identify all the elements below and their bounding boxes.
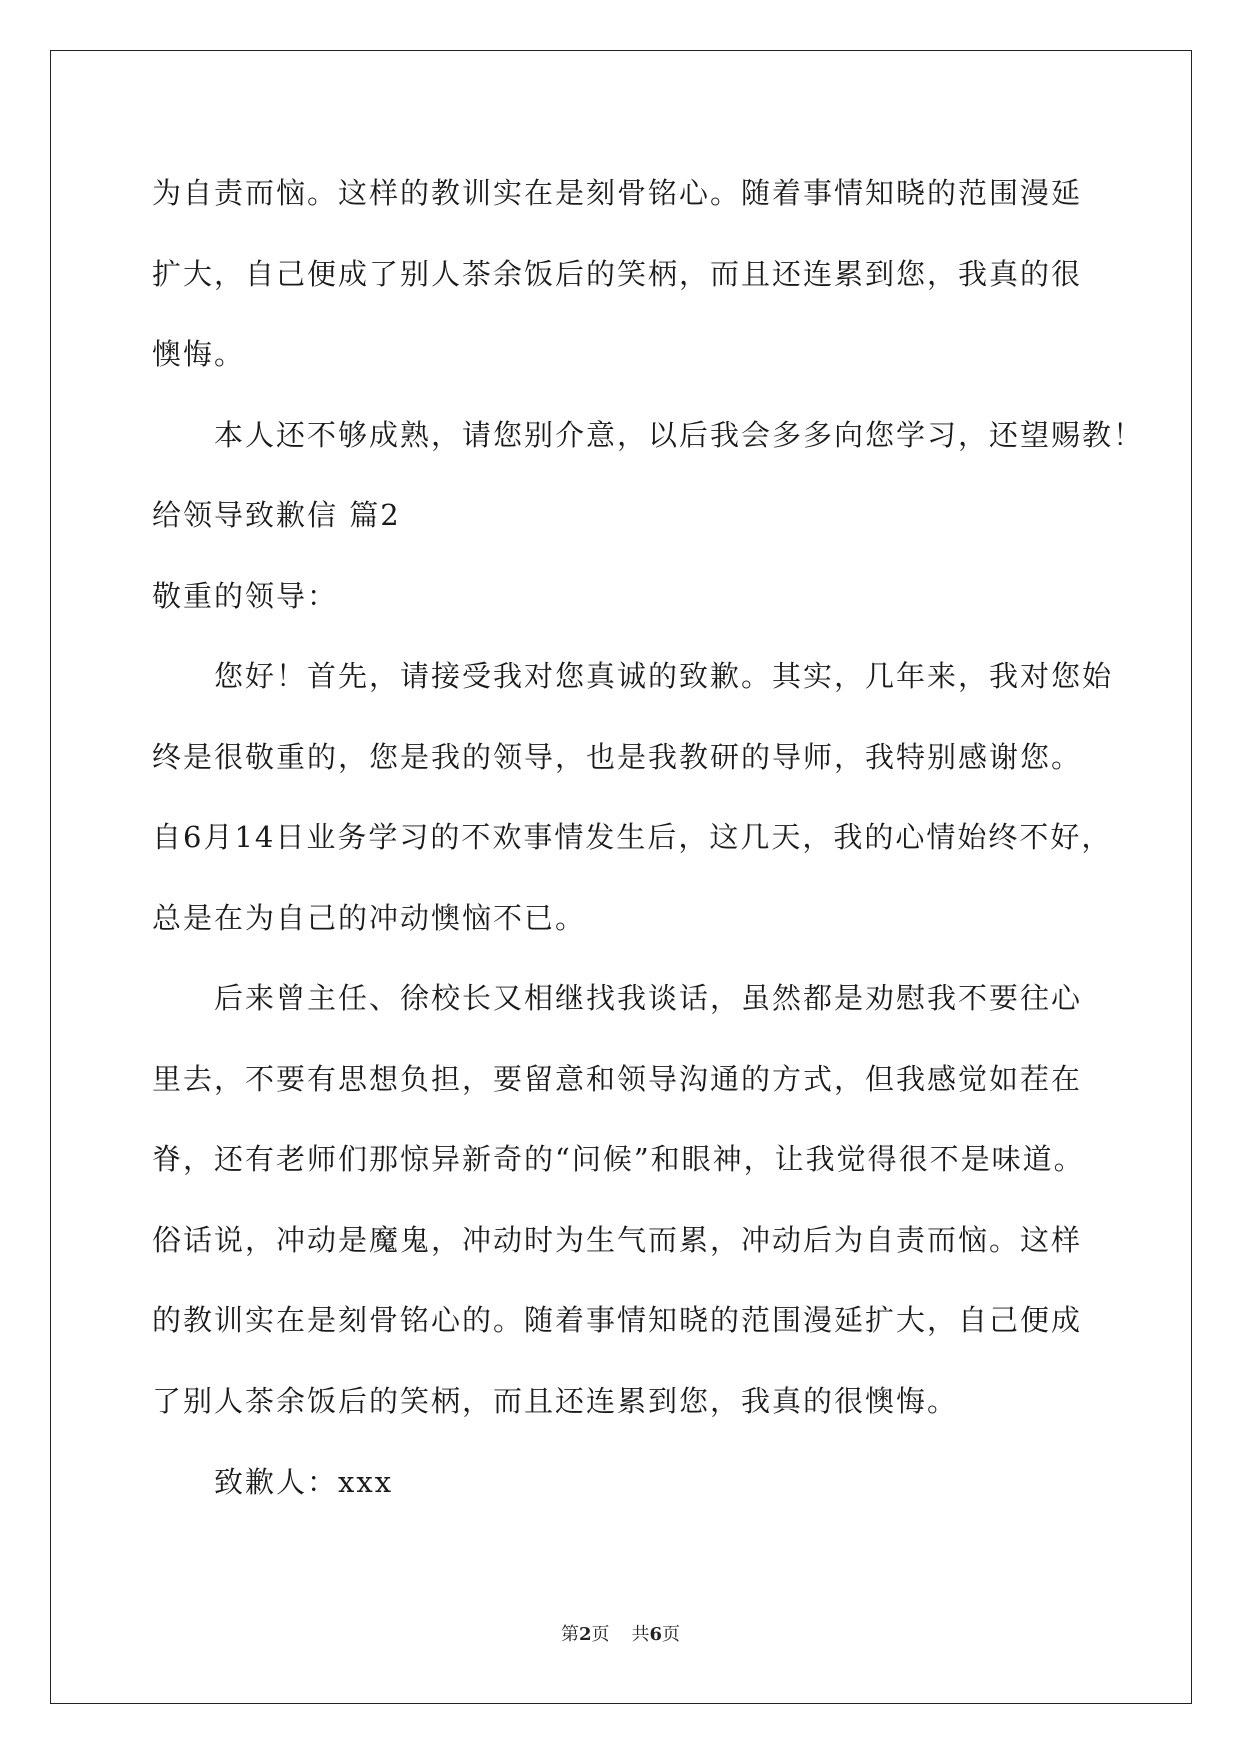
page-suffix: 页 [591,1624,610,1645]
text-line: 扩大，自己便成了别人茶余饭后的笑柄，而且还连累到您，我真的很 [152,257,1083,291]
total-prefix: 共 [631,1624,650,1645]
salutation: 敬重的领导： [152,579,339,613]
text-line: 了别人茶余饭后的笑柄，而且还连累到您，我真的很懊悔。 [152,1384,959,1418]
total-suffix: 页 [662,1624,681,1645]
page-footer [0,1623,1241,1647]
section-heading: 给领导致歉信 篇2 [152,498,401,532]
paragraph-start: 后来曾主任、徐校长又相继找我谈话，虽然都是劝慰我不要往心 [214,981,1083,1015]
text-line: 终是很敬重的，您是我的领导，也是我教研的导师，我特别感谢您。 [152,740,1083,774]
paragraph-start: 您好！首先，请接受我对您真诚的致歉。其实，几年来，我对您始 [214,659,1114,693]
page-border [50,50,1192,1704]
text-line: 懊悔。 [152,337,246,371]
page-total: 6 [649,1624,663,1645]
text-line: 俗话说，冲动是魔鬼，冲动时为生气而累，冲动后为自责而恼。这样 [152,1223,1083,1257]
text-line: 的教训实在是刻骨铭心的。随着事情知晓的范围漫延扩大，自己便成 [152,1303,1083,1337]
text-line: 里去，不要有思想负担，要留意和领导沟通的方式，但我感觉如茬在 [152,1062,1083,1096]
text-line: 总是在为自己的冲动懊恼不已。 [152,901,587,935]
page-prefix: 第 [560,1624,579,1645]
text-line: 自6月14日业务学习的不欢事情发生后，这几天，我的心情始终不好， [152,820,1113,854]
page-current: 2 [578,1624,592,1645]
text-line: 脊，还有老师们那惊异新奇的“问候”和眼神，让我觉得很不是味道。 [152,1142,1085,1176]
paragraph-start: 本人还不够成熟，请您别介意，以后我会多多向您学习，还望赐教！ [214,418,1145,452]
text-line: 为自责而恼。这样的教训实在是刻骨铭心。随着事情知晓的范围漫延 [152,176,1083,210]
signature-line: 致歉人：xxx [214,1465,394,1499]
